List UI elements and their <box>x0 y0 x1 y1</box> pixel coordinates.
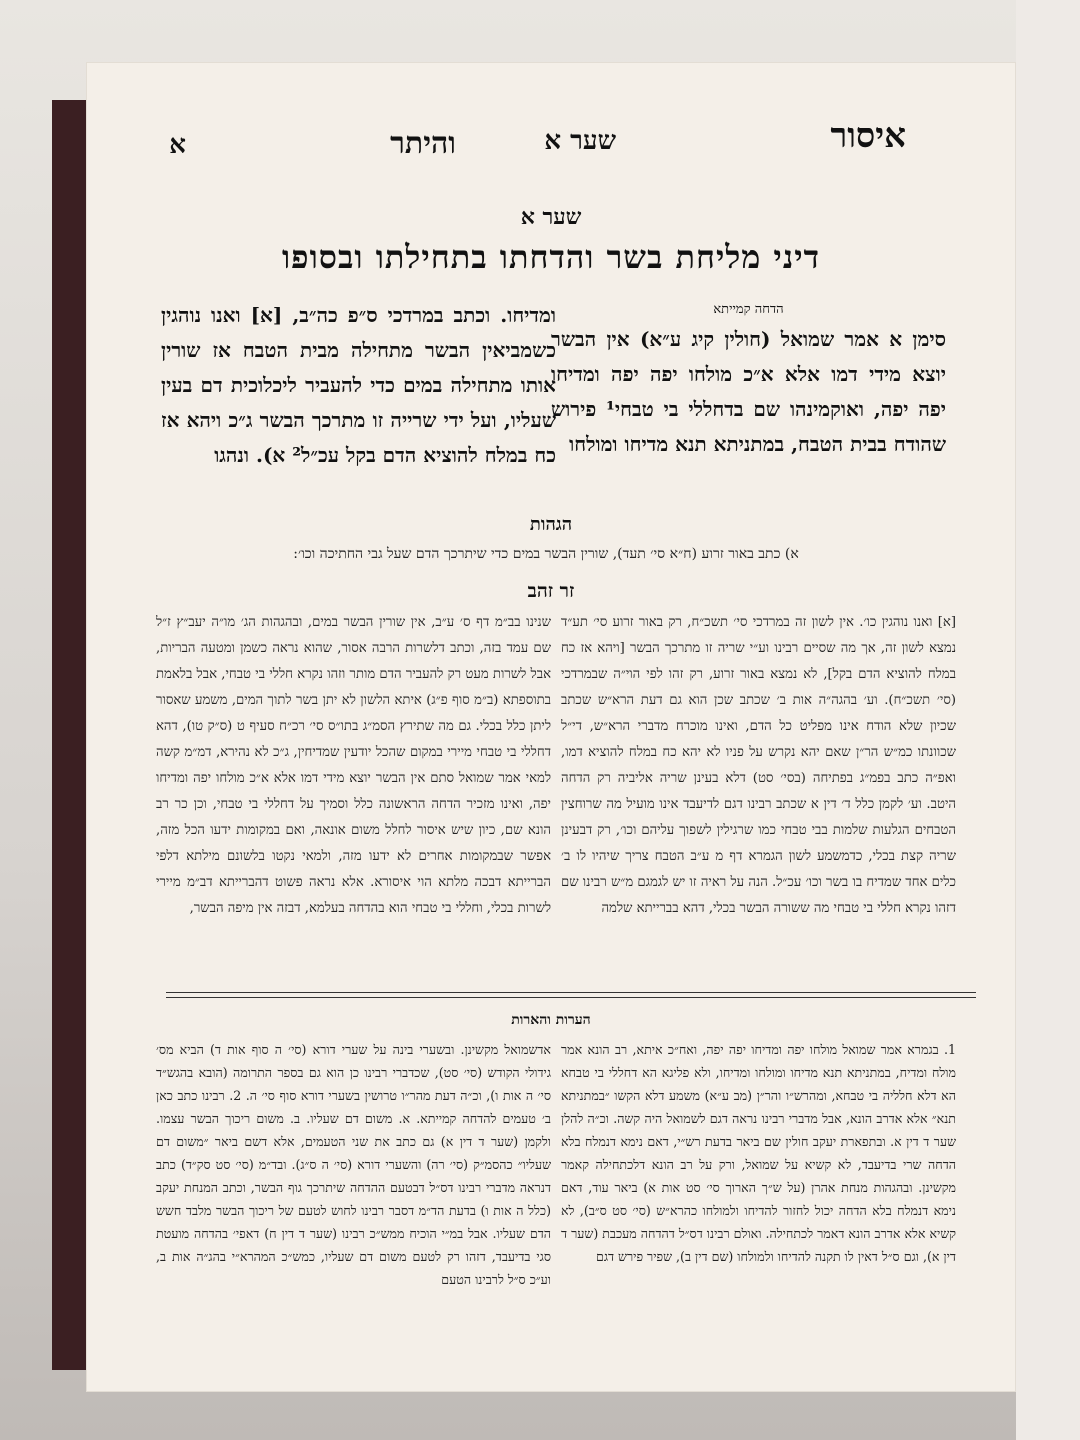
zer-zahav-right-column: [א] ואנו נוהגין כו׳. אין לשון זה במרדכי סי׳ תשכ״ח, רק באור זרוע סי׳ תע״ד נמצא לשון זה, אך מה שסיים רבינו וע״י שריה זו מתרכך הבשר [ויהא אז כח במלח להוציא הדם בקל], לא נמצא באור זרוע, רק זהו לפי הוי״ה שבמרדכי (סי׳ תשכ״ח). וע׳ בהגה״ה אות ב׳ שכתב שכן הוא גם דעת הרא״ש שכתב שכיון שלא הודח אינו מפליט כל הדם, ואינו מוכרח מדברי הרא״ש, די״ל שכוונתו כמ״ש הר״ן שאם יהא נקרש על פניו לא יהא כח במלח להוציא דמו, ואפ״ה כתב בפמ״ג בפתיחה (בסי׳ סט) דלא בעינן שריה אליביה רק הדחה היטב. וע׳ לקמן כלל ד׳ דין א שכתב רבינו דגם לדיעבד אינו מועיל מה שרוחצין הטבחים הגלעות שלמות בבי טבחי כמו שרגילין לשפוך עליהם וכו׳, רק דבעינן שריה קצת בכלי, כדמשמע לשון הגמרא דף מ ע״ב הטבח צריך שיהיו לו ב׳ כלים אחד שמדיח בו בשר וכו׳ עכ״ל. הנה על ראיה זו יש לגמגם מ״ש רבינו שם דזהו נקרא חללי בי טבחי מה ששורה הבשר בכלי, דהא בברייתא שלמה <box>561 615 956 916</box>
chapter-title: דיני מליחת בשר והדחתו בתחילתו ובסופו <box>281 238 820 276</box>
main-text-left-column <box>161 298 556 473</box>
section-subhead: הדחה קמייתא <box>713 302 784 317</box>
page-number: א <box>169 130 186 160</box>
haggahot-text: א) כתב באור זרוע (ח״א סי׳ תעד), שורין הבשר במים כדי שיתרכך הדם שעל גבי החתיכה וכו׳: <box>293 546 799 562</box>
zer-zahav-heading: זר זהב <box>527 580 575 602</box>
notes-right-column: 1. בגמרא אמר שמואל מולחו יפה ומדיחו יפה יפה, ואח״כ איתא, רב הונא אמר מולח ומדיח, במתניתא תנא מדיחו ומולחו ומדיחו, ולא פליגא הא דחללי בי טבחא הא דלא חלליה בי טבחא, ומהרש״ו והר״ן (מב ע״א) משמע דלא הקשו ״במתניתא תנא״ אלא אדרב הונא, אבל מדברי רבינו נראה דגם לשמואל היה קשה. וכ״ה להלן שער ד דין א. ובתפארת יעקב חולין שם ביאר בדעת רש״י, דאם נימא דנמלח בלא הדחה שרי בדיעבד, לא קשיא על שמואל, ורק על רב הונא דלכתחילה קאמר מקשינן. ובהגהות מנחת אהרן (על ש״ך הארוך סי׳ סט אות א) ביאר עוד, דאם נימא דנמלח בלא הדחה יכול לחזור להדיחו ולמולחו כהרא״ש (סי׳ סט ס״ב), לא קשיא אלא אדרב הונא דאמר לכתחילה. ואולם רבינו דס״ל דהדחה מעכבת (שער ד דין א), וגם ס״ל דאין לו תקנה להדיחו ולמולחו (שם דין ב), שפיר פירש דגם <box>561 1042 956 1264</box>
main-text-right: סימן א אמר שמואל (חולין קיג ע״א) אין הבשר יוצא מידי דמו אלא א״כ מולחו יפה יפה ומדיחו יפה יפה, ואוקמינהו שם בדחללי בי טבחי¹ פירוש שהודח בבית הטבח, במתניתא תנא מדיחו ומולחו <box>551 327 946 456</box>
facing-page-edge <box>1016 0 1080 1440</box>
notes-heading: הערות והארות <box>511 1012 591 1028</box>
gate-title: שער א <box>520 204 582 230</box>
divider-rule <box>166 997 976 998</box>
main-text-right-column <box>551 298 946 462</box>
running-head-gate: שער א <box>544 126 616 156</box>
book-page <box>86 62 1016 1392</box>
haggahot-heading: הגהות <box>529 514 573 535</box>
running-head <box>86 116 1016 176</box>
running-head-title-2: והיתר <box>390 126 456 161</box>
divider-rule <box>166 992 976 993</box>
notes-left-column: אדשמואל מקשינן. ובשערי בינה על שערי דורא (סי׳ ה סוף אות ד) הביא מס׳ גידולי הקודש (סי׳ סט), שכדברי רבינו כן הוא גם בספר התרומה (הובא בהגש״ד סי׳ ה אות ו), וכ״ה דעת מהר״ו טרושין בשערי דורא סוף סי׳ ה. 2. רבינו כתב כאן ב׳ טעמים להדחה קמייתא. א. משום דם שעליו. ב. משום ריכוך הבשר עצמו. ולקמן (שער ד דין א) גם כתב את שני הטעמים, אלא דשם ביאר ״משום דם שעליו״ כהסמ״ק (סי׳ רה) והשערי דורא (סי׳ ה ס״ג). ובד״מ (סי׳ סט סק״ד) כתב דנראה מדברי רבינו דס״ל דבטעם ההדחה שיתרכך גוף הבשר, וכתב המנחת יעקב (כלל ה אות ו) בדעת הד״מ דסבר רבינו לחוש לטעם של ריכוך הבשר מלבד חשש הדם שעליו. אבל במ״י הוכיח ממש״כ רבינו (שער ד דין ח) דאפי׳ בהדחה מועטת סגי בדיעבד, דזהו רק לטעם משום דם שעליו, כמש״כ המהרא״י בהג״ה אות ב, וע״כ ס״ל לרבינו הטעם <box>156 1042 551 1287</box>
running-head-title: איסור <box>830 116 906 156</box>
main-text-left: ומדיחו. וכתב במרדכי ס״פ כה״ב, [א] ואנו נוהגין כשמביאין הבשר מתחילה מבית הטבח אז שורין אותו מתחילה במים כדי להעביר ליכלוכית דם בעין שעליו, ועל ידי שרייה זו מתרכך הבשר ג״כ ויהא אז כח במלח להוציא הדם בקל עכ״ל² א). ונהגו <box>161 303 556 467</box>
zer-zahav-left-column: שנינו בב״מ דף ס׳ ע״ב, אין שורין הבשר במים, ובהגהות הג׳ מו״ה יעב״ץ ז״ל שם עמד בזה, וכתב דלשרות הרבה אסור, שהוא נראה כשמן ומטעה הבריות, אבל לשרות מעט רק להעביר הדם מותר וזהו נקרא חללי בי טבחי, אבל בלאמת בתוספתא (ב״מ סוף פ״ג) איתא הלשון לא יתן בשר לתוך המים, משמע שאסור ליתן כלל בכלי. גם מה שתירץ הסמ״ג בתו״ס סי׳ רכ״ח סעיף ט (ס״ק טו), דהא דחללי בי טבחי מיירי במקום שהכל יודעין שמדיחין, ג״כ לא נהירא, דמ״מ קשה למאי אמר שמואל סתם אין הבשר יוצא מידי דמו אלא א״כ מולחו יפה ומדיחו יפה, ואינו מזכיר הדחה הראשונה כלל וסמיך על דחללי בי טבחי, וכן כר רב הונא שם, כיון שיש איסור לחלל משום אונאה, ואם במקומות ידעו הכל מזה, אפשר שבמקומות אחרים לא ידעו מזה, ולמאי נקטו בלשונם מילתא דלפי הברייתא דבכה מלתא הוי איסורא. אלא נראה פשוט דהברייתא דב״מ מיירי לשרות בכלי, וחללי בי טבחי הוא בהדחה בעלמא, דבזה אין מיפה הבשר, <box>156 615 551 916</box>
